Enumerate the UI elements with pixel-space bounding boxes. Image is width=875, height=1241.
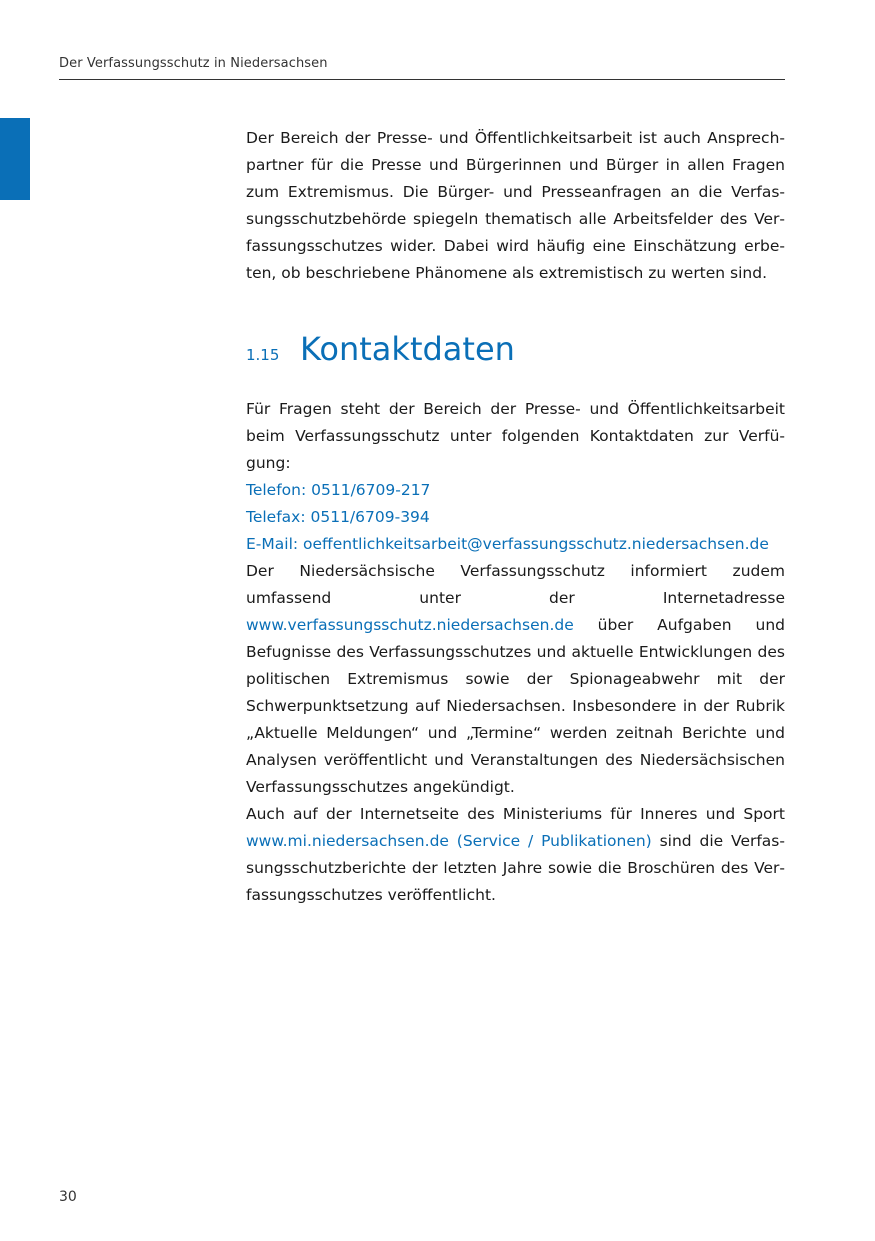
website-link[interactable]: www.verfassungsschutz.niedersachsen.de <box>246 616 574 634</box>
section-title: Kontaktdaten <box>300 330 515 368</box>
page-number: 30 <box>59 1189 77 1205</box>
website-text-before: Der Niedersächsische Verfassungsschutz informiert zudem umfassend unter der Internetadresse <box>246 562 785 607</box>
contact-intro-paragraph: Für Fragen steht der Bereich der Presse- und Öffentlichkeitsarbeit beim Verfassungsschutz unter folgenden Kontaktdaten zur Verfügung: <box>246 400 785 472</box>
ministry-text-before: Auch auf der Internetseite des Ministeriums für Inneres und Sport <box>246 805 785 823</box>
phone-number: Telefon: 0511/6709-217 <box>246 481 431 499</box>
ministry-link[interactable]: www.mi.niedersachsen.de (Service / Publikationen) <box>246 832 652 850</box>
email-link[interactable]: E-Mail: oeffentlichkeitsarbeit@verfassungsschutz.niedersachsen.de <box>246 535 769 553</box>
contact-section-body <box>246 396 785 909</box>
intro-paragraph-container <box>246 125 785 287</box>
section-number: 1.15 <box>246 346 280 364</box>
website-text-after: über Aufgaben und Befugnisse des Verfassungsschutzes und aktuelle Entwicklungen des politischen Extremismus sowie der Spionageabwehr mit der Schwerpunktsetzung auf Niedersachsen. Insbesondere in der Rubrik „Aktuelle Meldungen“ und „Termine“ werden zeitnah Berichte und Analysen veröffentlicht und Veranstaltungen des Niedersächsischen Verfassungsschutzes angekündigt. <box>246 616 785 796</box>
fax-number: Telefax: 0511/6709-394 <box>246 508 430 526</box>
ministry-text-after: sind die Verfassungsschutzberichte der letzten Jahre sowie die Broschüren des Verfassungsschutzes veröffentlicht. <box>246 832 785 904</box>
website-paragraph <box>246 558 785 801</box>
header-divider <box>59 79 785 80</box>
chapter-tab-marker <box>0 118 30 200</box>
section-heading <box>246 327 515 371</box>
intro-paragraph: Der Bereich der Presse- und Öffentlichkeitsarbeit ist auch Ansprechpartner für die Presse und Bürgerinnen und Bürger in allen Fragen zum Extremismus. Die Bürger- und Presseanfragen an die Verfassungsschutzbehörde spiegeln thematisch alle Arbeitsfelder des Verfassungsschutzes wider. Dabei wird häufig eine Einschätzung erbeten, ob beschriebene Phänomene als extremistisch zu werten sind. <box>246 129 785 282</box>
running-header: Der Verfassungsschutz in Niedersachsen <box>59 56 328 71</box>
ministry-paragraph <box>246 801 785 909</box>
